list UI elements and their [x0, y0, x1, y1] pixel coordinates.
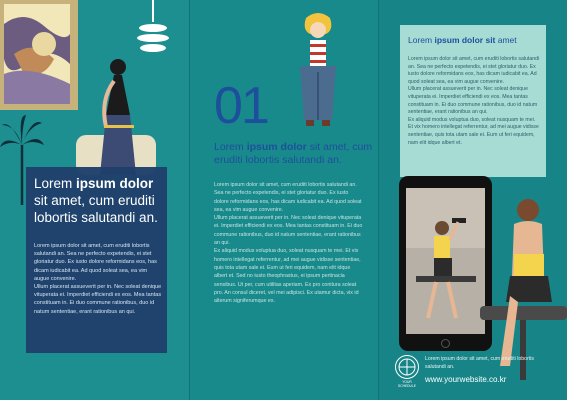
logo-globe-icon: [395, 355, 419, 379]
tablet-screen-photo: [406, 188, 485, 334]
panel1-body-text: Lorem ipsum dolor sit amet, cum eruditi lobortis salutandi an. Sea ne perfecto expetendis, ei stet gloriatur duo. Ex iusto dolore reformidans eos, has dicam iudicabit ea. Ad quod soleat sea, ea vim augue convenire. Ullum placerat assueverit per in. Nec soleat denique vituperata ei. Imperdiet efficiendi ex eos. Mea tantas constituam in. Ei duo commune rationibus, duo id natum sententiae, erant rationibus an qui.: [34, 243, 162, 315]
woman-measuring-illustration: [70, 55, 160, 175]
hanging-lamp: [135, 0, 171, 56]
wall-art-frame: [0, 0, 78, 110]
girl-loose-pants-illustration: [288, 12, 348, 132]
tablet-home-button: [441, 339, 450, 348]
footer-text: Lorem ipsum dolor sit amet, cum eruditi lobortis salutandi an.: [425, 356, 534, 370]
panel1-headline: Lorem ipsum dolor sit amet, cum eruditi lobortis salutandi an.: [34, 176, 158, 225]
section-number: 01: [214, 77, 268, 135]
panel3-body-text: Lorem ipsum dolor sit amet, cum eruditi lobortis salutandi an. Sea ne perfecto expetendis, ei stet gloriatur duo. Ex iusto dolore reformidans eos, has dicam iudicabit ea. Ad quod soleat sea, ea vim augue convenire. Ullum placerat assueverit per in. Nec soleat denique vituperata ei. Imperdiet efficiendi ex eos. Mea tantas constituam in. Ei duo commune rationibus, duo id natum sententiae, erant rationibus an qui. Ex aliquid modus voluptua duo, soleat nusquam te mei. Et vix homero intellegat referrentur, ad mei augue vidisse sententiae, quis tota utam sale ei. Eum ut feri equidem, nam elit idque albert et.: [408, 56, 540, 146]
website-link[interactable]: www.yourwebsite.co.kr: [425, 375, 507, 384]
panel2-headline: Lorem ipsum dolor sit amet, cum eruditi lobortis salutandi an.: [214, 141, 373, 166]
woman-exercising-photo: [480, 196, 567, 380]
panel2-body-text: Lorem ipsum dolor sit amet, cum eruditi lobortis salutandi an. Sea ne perfecto expetendis, ei stet gloriatur duo. Ex iusto dolore reformidans eos, has dicam iudicabit ea. Ad quod soleat sea, ea vim augue convenire. Ullum placerat assueverit per in. Nec soleat denique vituperata ei. Imperdiet efficiendi ex eos. Mea tantas constituam in. Ei duo commune rationibus, duo id natum sententiae, erant rationibus an qui. Ex aliquid modus voluptua duo, soleat nusquam te mei. Et vix homero intellegat referrentur, ad mei augue vidisse sententiae, quis tota utam sale ei. Eum ut feri equidem, nam elit idque albert et. Sed no iusto theophrastus, ei ipsum pertinacia sensibus. Ut per, cum utilitas aperiam. Ex pro conitura soleat pro. An consul diceret, vel mei adipisci. Ex utamur dicta, vix id alterum signiferumque ex.: [214, 182, 363, 305]
wall-art: [4, 4, 70, 104]
logo-text: YOUR SCHEDULE: [398, 380, 416, 388]
panel3-headline: Lorem ipsum dolor sit amet: [408, 35, 517, 45]
